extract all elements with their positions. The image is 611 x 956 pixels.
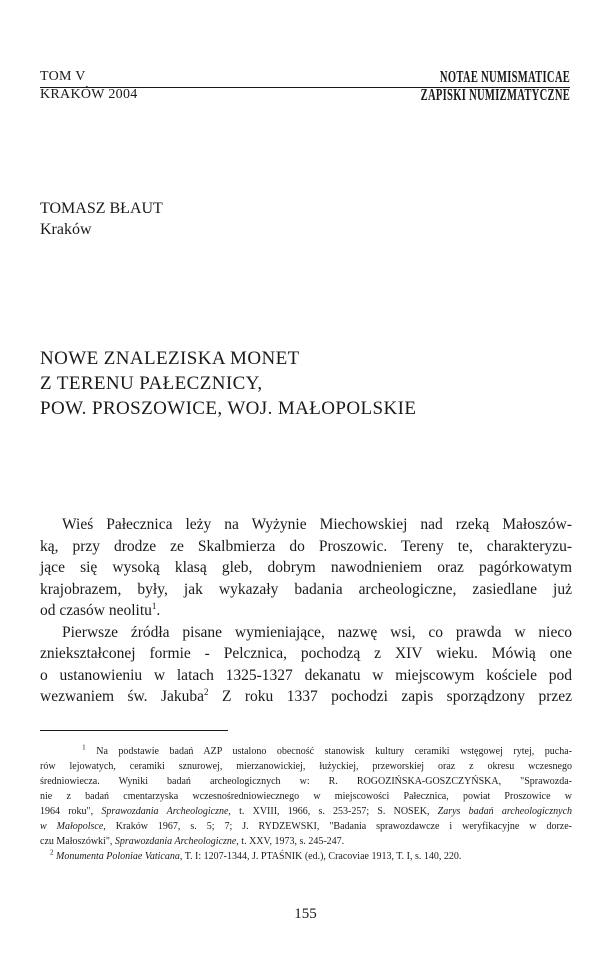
footnote-line: średniowiecza. Wyniki badań archeologicznych w: R. ROGOZIŃSKA-GOSZCZYŃSKA, "Sprawozda- <box>40 776 572 787</box>
author-name: TOMASZ BŁAUT <box>40 200 163 217</box>
body-line: zniekształconej formie - Pelcznica, pochodzą z XIV wieku. Mówią one <box>40 645 572 662</box>
footnote-rule <box>40 730 228 731</box>
footnote-line <box>40 819 572 834</box>
footnote-text: Na podstawie badań AZP ustalono obecność stanowisk kultury ceramiki wstęgowej rytej, pucha- <box>96 746 572 757</box>
footnote-line <box>40 804 572 819</box>
header-left <box>40 68 138 104</box>
footnote-text: , t. XXV, 1973, s. 245-247. <box>236 836 345 847</box>
journal-title-latin: NOTAE NUMISMATICAE <box>439 67 570 86</box>
footnote-text: , t. XVIII, 1966, s. 253-257; S. NOSEK, <box>228 806 438 817</box>
body-line <box>40 686 572 708</box>
footnote-text: , Kraków 1967, s. 5; 7; J. RYDZEWSKI, "Badania sprawozdawcze i weryfikacyjne w dorze- <box>103 821 572 832</box>
journal-name: Sprawozdania Archeologiczne <box>114 836 237 847</box>
body-line-text: od czasów neolitu <box>40 602 152 619</box>
footnote-text: , T. I: 1207-1344, J. PTAŚNIK (ed.), Cracoviae 1913, T. I, s. 140, 220. <box>179 851 462 862</box>
footnote-line <box>40 849 572 864</box>
source-title: Monumenta Poloniae Vaticana <box>56 851 180 862</box>
body-text <box>40 514 572 708</box>
footnote-number: 1 <box>82 743 86 752</box>
journal-title <box>421 68 570 104</box>
footnote-ref[interactable]: 2 <box>204 686 209 697</box>
footnote-line: nie z badań cmentarzyska wczesnośredniowiecznego w miejscowości Pałecznica, powiat Proszowice w <box>40 791 572 802</box>
footnote-line: rów lejowatych, ceramiki sznurowej, mierzanowickiej, łużyckiej, przeworskiej oraz z okresu wczesnego <box>40 761 572 772</box>
title-line: Z TERENU PAŁECZNICY, <box>40 373 263 394</box>
body-line: jące się wysoką klasą gleb, dobrym nawodnieniem oraz pagórkowatym <box>40 559 572 576</box>
footnotes <box>40 744 572 864</box>
book-title: Zarys badań archeologicznych <box>437 806 573 817</box>
body-line: Wieś Pałecznica leży na Wyżynie Miechowskiej nad rzeką Małoszów- <box>62 516 572 533</box>
book-title: w Małopolsce <box>40 821 104 832</box>
footnote-text: czu Małoszówki", <box>40 836 115 847</box>
running-header <box>40 68 570 112</box>
body-line: o ustanowieniu w latach 1325-1327 dekanatu w miejscowym kościele pod <box>40 666 572 684</box>
volume-label: TOM V <box>40 69 86 84</box>
journal-title-polish: ZAPISKI NUMIZMATYCZNE <box>420 85 570 104</box>
journal-name: Sprawozdania Archeologiczne <box>101 806 229 817</box>
title-line: NOWE ZNALEZISKA MONET <box>40 348 300 369</box>
body-line-text: wezwaniem św. Jakuba <box>40 688 205 705</box>
footnote-number: 2 <box>50 848 54 857</box>
author-city: Kraków <box>40 221 92 238</box>
footnote-text: 1964 roku", <box>40 806 102 817</box>
title-line: POW. PROSZOWICE, WOJ. MAŁOPOLSKIE <box>40 398 417 419</box>
footnote-line <box>40 744 572 759</box>
place-year: KRAKÓW 2004 <box>40 87 138 102</box>
body-line: krajobrazem, były, jak wykazały badania archeologiczne, zasiedlane już <box>40 580 572 598</box>
body-line: Pierwsze źródła pisane wymieniające, nazwę wsi, co prawda w nieco <box>62 623 572 641</box>
body-line: ką, przy drodze ze Skalbmierza do Proszowic. Tereny te, charakteryzu- <box>40 537 572 555</box>
article-title <box>40 346 416 421</box>
body-line-text: Z roku 1337 pochodzi zapis sporządzony przez <box>208 688 572 705</box>
page-number: 155 <box>294 906 317 922</box>
author-block <box>40 198 163 240</box>
footnote-line <box>40 834 572 849</box>
body-line: od czasów neolitu$^1$. <box>40 600 161 619</box>
footnote-ref[interactable]: 1 <box>151 600 157 611</box>
